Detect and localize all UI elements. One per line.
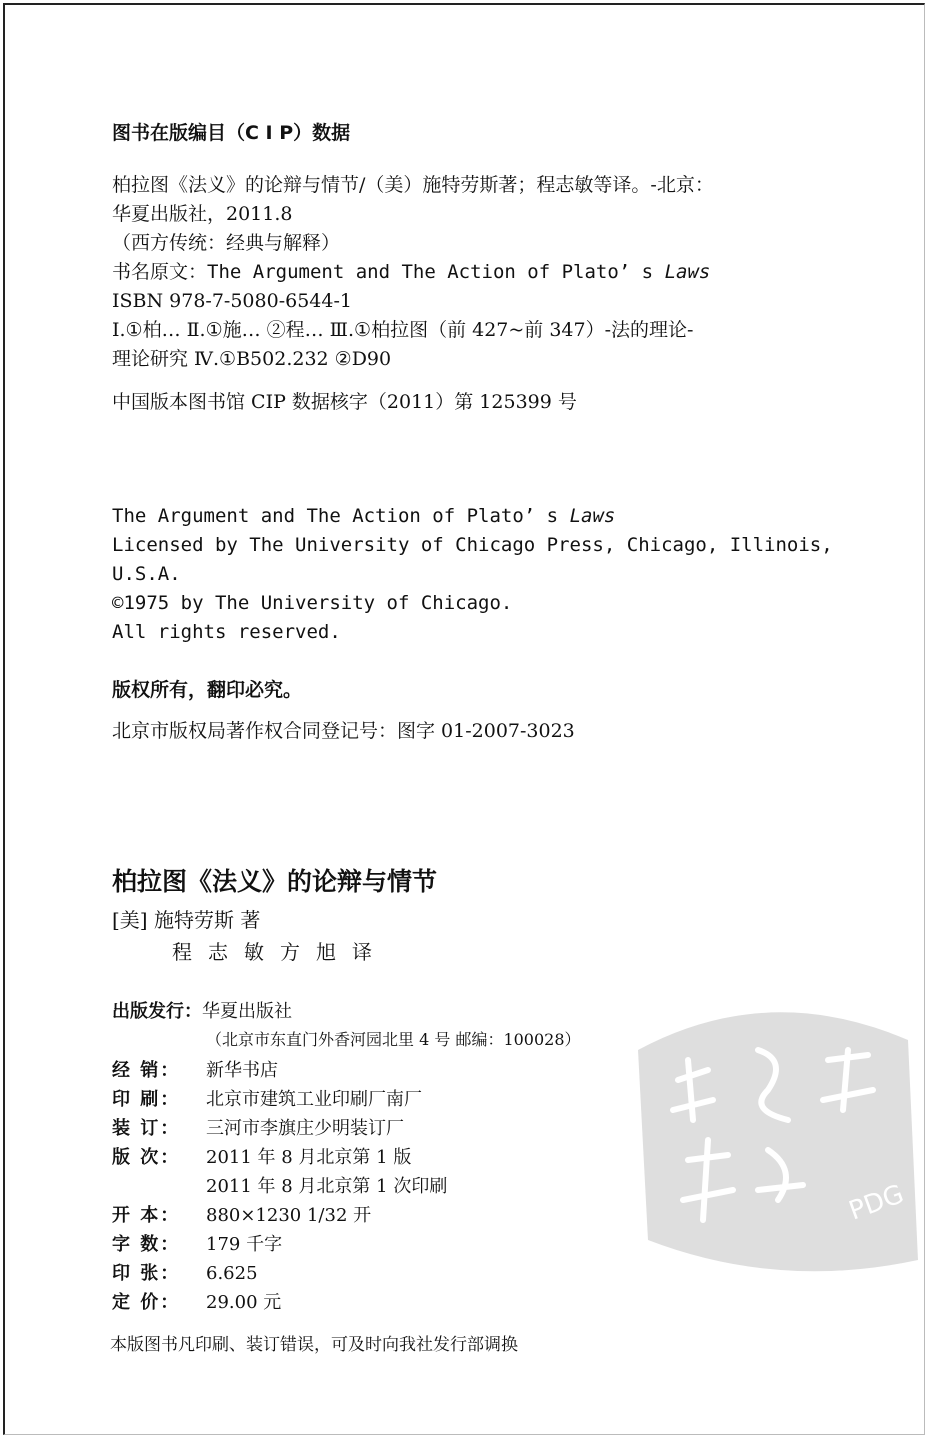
imprint-value: 29.00 元: [206, 1292, 282, 1313]
imprint-label: 开 本：: [112, 1205, 181, 1226]
book-title: 柏拉图《法义》的论辩与情节: [112, 867, 438, 896]
imprint-label: [112, 1172, 206, 1201]
cip-classification: Ⅰ.①柏… Ⅱ.①施… ②程… Ⅲ.①柏拉图（前 427~前 347）-法的理论-: [112, 319, 694, 341]
license-block: [112, 502, 870, 647]
cip-original-title-italic: Laws: [664, 261, 711, 283]
imprint-value: 2011 年 8 月北京第 1 次印刷: [206, 1176, 448, 1197]
imprint-value: 6.625: [206, 1263, 258, 1284]
watermark-text: PDG: [845, 1179, 908, 1227]
rights-block: [112, 675, 870, 743]
cip-heading: 图书在版编目（C I P）数据: [112, 122, 351, 144]
cip-entry-line: 华夏出版社，2011.8: [112, 203, 293, 225]
cip-classification: 理论研究 Ⅳ.①B502.232 ②D90: [112, 348, 392, 370]
cip-original-title: [112, 258, 870, 287]
copyright-registration: 北京市版权局著作权合同登记号：图字 01-2007-3023: [112, 720, 575, 742]
imprint-value: 新华书店: [206, 1060, 278, 1081]
imprint-label: 版 次：: [112, 1147, 181, 1168]
watermark-seal-icon: [618, 990, 918, 1280]
cip-reference-number: 中国版本图书馆 CIP 数据核字（2011）第 125399 号: [112, 391, 577, 413]
publisher-name: 华夏出版社: [202, 1001, 292, 1022]
imprint-value: 880×1230 1/32 开: [206, 1205, 372, 1226]
rights-statement: 版权所有，翻印必究。: [112, 679, 303, 701]
cip-isbn: ISBN 978-7-5080-6544-1: [112, 290, 352, 312]
imprint-label: 印 刷：: [112, 1089, 181, 1110]
imprint-value: 2011 年 8 月北京第 1 版: [206, 1147, 412, 1168]
imprint-value: 三河市李旗庄少明装订厂: [206, 1118, 404, 1139]
cip-entry-line: 柏拉图《法义》的论辩与情节/（美）施特劳斯著；程志敏等译。-北京：: [112, 174, 714, 196]
license-title-italic: Laws: [569, 505, 616, 527]
imprint-label: 装 订：: [112, 1118, 181, 1139]
cip-data-block: [112, 118, 870, 417]
license-title: [112, 502, 870, 531]
replacement-notice: 本版图书凡印刷、装订错误，可及时向我社发行部调换: [110, 1335, 518, 1355]
license-line: Licensed by The University of Chicago Press, Chicago, Illinois,: [112, 534, 833, 556]
book-title-block: [112, 862, 870, 968]
license-line: U.S.A.: [112, 563, 181, 585]
watermark-seal-shape: [638, 1012, 918, 1271]
book-translators: 程志敏方旭译: [172, 940, 388, 964]
imprint-label: 字 数：: [112, 1234, 181, 1255]
cip-original-title-text: 书名原文：The Argument and The Action of Plato’ s: [112, 261, 665, 283]
rights-reserved-line: All rights reserved.: [112, 621, 341, 643]
license-title-text: The Argument and The Action of Plato’ s: [112, 505, 570, 527]
publisher-address: （北京市东直门外香河园北里 4 号 邮编：100028）: [206, 1030, 581, 1049]
imprint-value: 179 千字: [206, 1234, 283, 1255]
imprint-label: 定 价：: [112, 1292, 181, 1313]
book-author: [美] 施特劳斯 著: [112, 908, 261, 932]
publisher-label: 出版发行：: [112, 1001, 202, 1022]
cip-entry-line: （西方传统：经典与解释）: [112, 232, 341, 254]
imprint-row: [112, 1288, 870, 1317]
imprint-label: 印 张：: [112, 1263, 181, 1284]
copyright-line: ©1975 by The University of Chicago.: [112, 592, 513, 614]
imprint-value: 北京市建筑工业印刷厂南厂: [206, 1089, 422, 1110]
imprint-label: 经 销：: [112, 1060, 181, 1081]
